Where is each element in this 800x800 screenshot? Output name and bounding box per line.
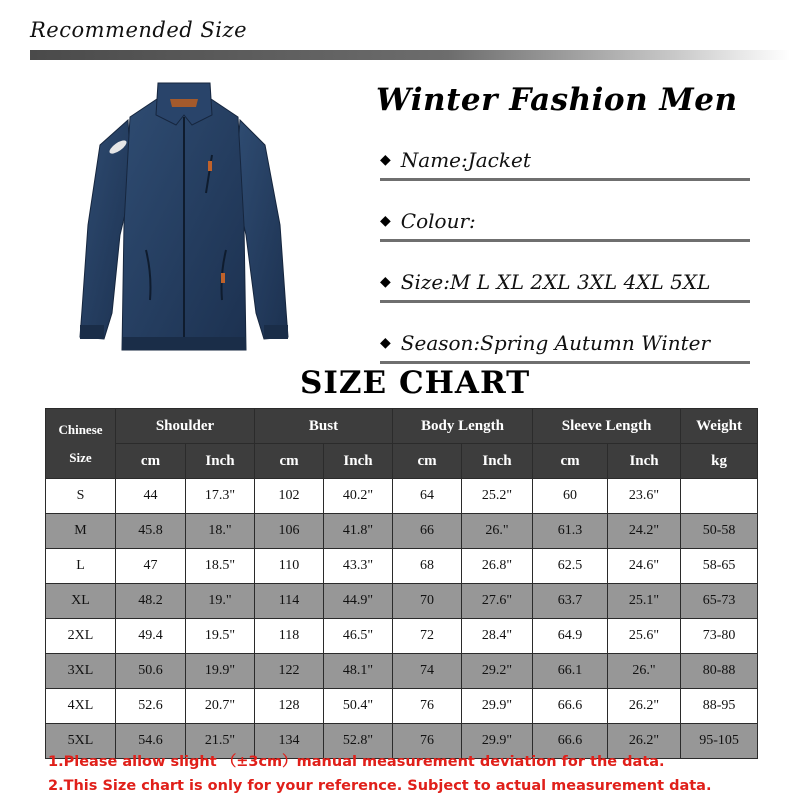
size-label-cell: 2XL xyxy=(46,619,116,654)
attribute-colour xyxy=(380,209,750,242)
table-cell: 66.6 xyxy=(533,724,608,759)
table-cell: 43.3" xyxy=(324,549,393,584)
table-cell: 114 xyxy=(255,584,324,619)
table-cell: 19.9" xyxy=(186,654,255,689)
table-cell: 52.8" xyxy=(324,724,393,759)
table-row xyxy=(46,689,758,724)
table-cell: 88-95 xyxy=(681,689,758,724)
size-label-cell: 3XL xyxy=(46,654,116,689)
unit-header: Inch xyxy=(462,444,533,479)
table-cell: 76 xyxy=(393,689,462,724)
table-cell: 19." xyxy=(186,584,255,619)
group-header-sleeve-length: Sleeve Length xyxy=(533,409,681,444)
diamond-bullet-icon: ◆ xyxy=(380,274,391,290)
chinese-size-header xyxy=(46,409,116,479)
table-cell: 20.7" xyxy=(186,689,255,724)
table-cell: 70 xyxy=(393,584,462,619)
unit-header: cm xyxy=(255,444,324,479)
unit-header: cm xyxy=(393,444,462,479)
table-cell: 122 xyxy=(255,654,324,689)
group-header-weight: Weight xyxy=(681,409,758,444)
size-label-cell: M xyxy=(46,514,116,549)
table-cell: 17.3" xyxy=(186,479,255,514)
attribute-label: Name:Jacket xyxy=(400,148,531,172)
table-cell: 60 xyxy=(533,479,608,514)
table-cell: 29.9" xyxy=(462,689,533,724)
table-cell: 26.8" xyxy=(462,549,533,584)
table-row xyxy=(46,584,758,619)
diamond-bullet-icon: ◆ xyxy=(380,152,391,168)
table-cell: 66.1 xyxy=(533,654,608,689)
table-cell: 27.6" xyxy=(462,584,533,619)
note-reference-only: 2.This Size chart is only for your reference. Subject to actual measurement data. xyxy=(48,778,712,794)
notes xyxy=(48,750,711,798)
table-cell: 134 xyxy=(255,724,324,759)
table-cell: 26.2" xyxy=(608,724,681,759)
unit-header: cm xyxy=(533,444,608,479)
unit-header: Inch xyxy=(186,444,255,479)
size-label-cell: L xyxy=(46,549,116,584)
unit-header: cm xyxy=(116,444,186,479)
table-row xyxy=(46,654,758,689)
attribute-label: Size:M L XL 2XL 3XL 4XL 5XL xyxy=(400,270,711,294)
table-row xyxy=(46,514,758,549)
table-cell: 62.5 xyxy=(533,549,608,584)
table-cell: 21.5" xyxy=(186,724,255,759)
table-cell: 50.4" xyxy=(324,689,393,724)
size-chart-body xyxy=(46,479,758,759)
table-cell: 48.2 xyxy=(116,584,186,619)
size-label-cell: XL xyxy=(46,584,116,619)
jacket-illustration xyxy=(60,75,305,360)
table-cell: 40.2" xyxy=(324,479,393,514)
table-cell: 26." xyxy=(608,654,681,689)
attribute-label: Colour: xyxy=(400,209,476,233)
size-header-label: Size xyxy=(69,449,92,465)
table-cell: 64 xyxy=(393,479,462,514)
table-row xyxy=(46,549,758,584)
product-title: Winter Fashion Men xyxy=(376,82,738,118)
table-cell: 48.1" xyxy=(324,654,393,689)
table-cell: 29.9" xyxy=(462,724,533,759)
table-cell: 58-65 xyxy=(681,549,758,584)
table-cell: 50-58 xyxy=(681,514,758,549)
table-cell: 128 xyxy=(255,689,324,724)
table-cell: 25.2" xyxy=(462,479,533,514)
table-cell: 65-73 xyxy=(681,584,758,619)
table-cell: 28.4" xyxy=(462,619,533,654)
unit-header: Inch xyxy=(608,444,681,479)
table-cell: 44 xyxy=(116,479,186,514)
table-cell: 68 xyxy=(393,549,462,584)
table-cell: 49.4 xyxy=(116,619,186,654)
diamond-bullet-icon: ◆ xyxy=(380,213,391,229)
note-measurement-deviation: 1.Please allow slight （±3cm）manual measurement deviation for the data. xyxy=(48,754,665,770)
table-cell: 46.5" xyxy=(324,619,393,654)
table-cell: 24.2" xyxy=(608,514,681,549)
unit-header: kg xyxy=(681,444,758,479)
table-cell: 118 xyxy=(255,619,324,654)
size-label-cell: 5XL xyxy=(46,724,116,759)
recommended-size-heading: Recommended Size xyxy=(30,18,248,42)
chinese-header-label: Chinese xyxy=(58,421,103,437)
table-cell: 52.6 xyxy=(116,689,186,724)
table-cell: 66 xyxy=(393,514,462,549)
attribute-label: Season:Spring Autumn Winter xyxy=(400,331,711,355)
table-cell: 24.6" xyxy=(608,549,681,584)
diamond-bullet-icon: ◆ xyxy=(380,335,391,351)
table-cell: 72 xyxy=(393,619,462,654)
table-cell: 25.1" xyxy=(608,584,681,619)
header-divider-bar xyxy=(30,50,790,60)
table-row xyxy=(46,619,758,654)
table-cell xyxy=(681,479,758,514)
attribute-size xyxy=(380,270,750,303)
attribute-name xyxy=(380,148,750,181)
size-label-cell: S xyxy=(46,479,116,514)
table-cell: 61.3 xyxy=(533,514,608,549)
table-cell: 80-88 xyxy=(681,654,758,689)
table-cell: 47 xyxy=(116,549,186,584)
group-header-body-length: Body Length xyxy=(393,409,533,444)
jacket-product-image xyxy=(60,75,305,360)
table-cell: 25.6" xyxy=(608,619,681,654)
table-cell: 26." xyxy=(462,514,533,549)
attribute-season xyxy=(380,331,750,364)
table-cell: 64.9 xyxy=(533,619,608,654)
table-cell: 19.5" xyxy=(186,619,255,654)
table-cell: 44.9" xyxy=(324,584,393,619)
table-cell: 23.6" xyxy=(608,479,681,514)
table-cell: 106 xyxy=(255,514,324,549)
table-cell: 76 xyxy=(393,724,462,759)
table-cell: 18." xyxy=(186,514,255,549)
size-chart-table xyxy=(45,408,758,759)
table-cell: 110 xyxy=(255,549,324,584)
table-cell: 45.8 xyxy=(116,514,186,549)
table-cell: 66.6 xyxy=(533,689,608,724)
unit-header: Inch xyxy=(324,444,393,479)
group-header-bust: Bust xyxy=(255,409,393,444)
table-cell: 102 xyxy=(255,479,324,514)
group-header-shoulder: Shoulder xyxy=(116,409,255,444)
table-cell: 50.6 xyxy=(116,654,186,689)
table-row xyxy=(46,479,758,514)
table-cell: 63.7 xyxy=(533,584,608,619)
table-cell: 95-105 xyxy=(681,724,758,759)
size-label-cell: 4XL xyxy=(46,689,116,724)
table-cell: 54.6 xyxy=(116,724,186,759)
table-cell: 29.2" xyxy=(462,654,533,689)
table-cell: 73-80 xyxy=(681,619,758,654)
table-cell: 74 xyxy=(393,654,462,689)
table-cell: 18.5" xyxy=(186,549,255,584)
table-cell: 26.2" xyxy=(608,689,681,724)
table-cell: 41.8" xyxy=(324,514,393,549)
size-chart-title: SIZE CHART xyxy=(300,365,531,401)
